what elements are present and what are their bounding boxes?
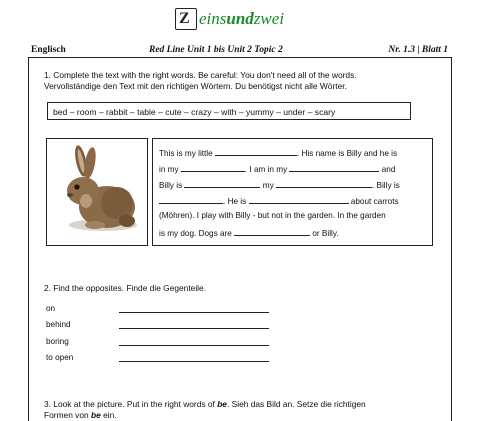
rabbit-icon	[51, 143, 143, 241]
task2-instruction: 2. Find the opposites. Finde die Gegenteile.	[44, 283, 207, 293]
logo-text: einsundzwei	[199, 9, 285, 28]
story-line-4: . He is about carrots	[159, 195, 399, 207]
story-text-box	[152, 138, 433, 246]
answer-blank[interactable]	[276, 179, 372, 188]
answer-blank[interactable]	[159, 195, 223, 204]
task3-instruction-line1: 3. Look at the picture. Put in the right words of be. Sieh das Bild an. Setze die richtigen	[44, 399, 366, 409]
story-line-5: (Möhren). I play with Billy - but not in the garden. In the garden	[159, 211, 386, 220]
unit-label: Red Line Unit 1 bis Unit 2 Topic 2	[149, 45, 283, 55]
answer-blank[interactable]	[249, 195, 349, 204]
worksheet-header	[28, 44, 452, 58]
answer-blank[interactable]	[181, 163, 245, 172]
logo-mark-icon: Z	[175, 8, 197, 30]
opposite-word: behind	[46, 320, 71, 329]
answer-blank[interactable]	[184, 179, 260, 188]
word-bank: bed – room – rabbit – table – cute – crazy – with – yummy – under – scary	[47, 102, 411, 120]
logo	[175, 6, 305, 32]
opposite-word: to open	[46, 353, 74, 362]
story-line-6: is my dog. Dogs are or Billy.	[159, 229, 339, 238]
task1-instruction-de: Vervollständige den Text mit den richtigen Wörtern. Du benötigst nicht alle Wörter.	[44, 81, 347, 91]
opposite-word: on	[46, 304, 56, 313]
opposite-answer-line[interactable]	[119, 312, 269, 313]
answer-blank[interactable]	[289, 163, 379, 172]
story-line-2: in my . I am in my and	[159, 165, 396, 174]
story-line-1: This is my little . His name is Billy and he is	[159, 149, 398, 158]
answer-blank[interactable]	[234, 227, 310, 236]
sheet-number: Nr. 1.3 | Blatt 1	[388, 45, 448, 55]
task3-instruction-line2: Formen von be ein.	[44, 410, 117, 420]
story-line-3: Billy is my . Billy is	[159, 181, 400, 190]
opposite-answer-line[interactable]	[119, 345, 269, 346]
task1-instruction-en: 1. Complete the text with the right words. Be careful: You don't need all of the words.	[44, 70, 357, 80]
opposite-word: boring	[46, 337, 69, 346]
worksheet	[28, 0, 452, 421]
opposite-answer-line[interactable]	[119, 361, 269, 362]
rabbit-picture-box	[46, 138, 148, 246]
answer-blank[interactable]	[215, 147, 297, 156]
opposite-answer-line[interactable]	[119, 328, 269, 329]
subject-label: Englisch	[31, 45, 66, 55]
